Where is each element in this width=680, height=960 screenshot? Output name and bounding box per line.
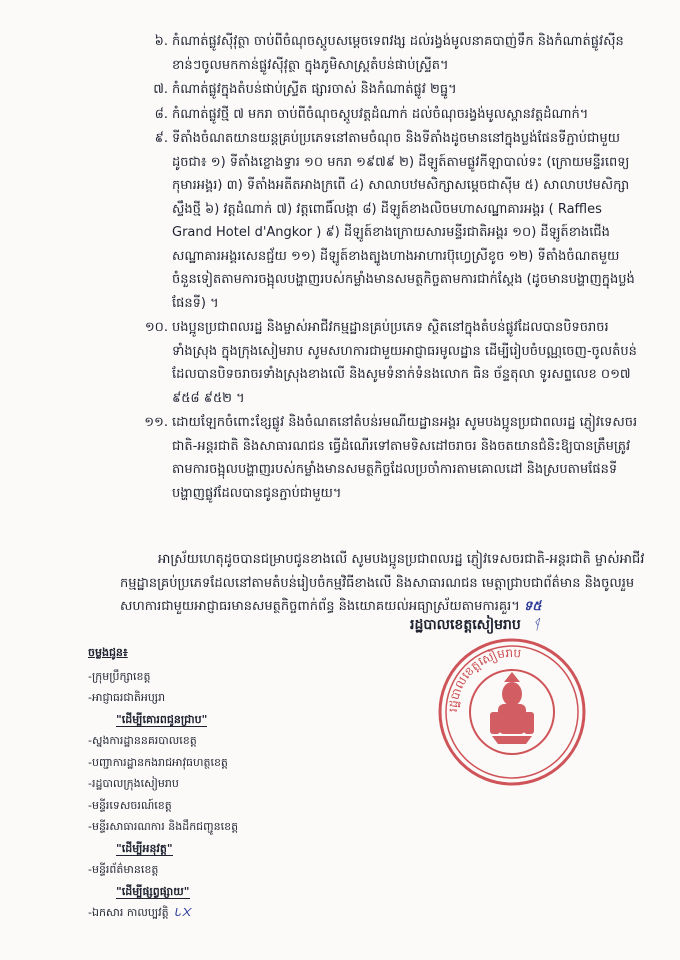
signature: ᛩ (531, 617, 541, 633)
numbered-item (120, 411, 640, 505)
numbered-items (120, 30, 640, 506)
cc-entry-text: -មន្ទីរសាធារណការ និងដឹកជញ្ជូនខេត្ត (88, 820, 239, 833)
item-number: ១០. (144, 320, 168, 335)
cc-recipient (88, 730, 238, 752)
cc-recipient (88, 752, 238, 774)
numbered-item (120, 103, 640, 127)
item-text: កំណាត់ផ្លូវថ្មី ៧ មករា ចាប់ពីចំណុចស្តូបវត្តដំណាក់ ដល់ចំណុចរង្វង់មូលស្ពានវត្តដំណាក់។ (172, 106, 589, 122)
item-text: កំណាត់ផ្លូវក្នុងតំបន់ផាប់ស្រ្ទីត ផ្សារចាស់ និងកំណាត់ផ្លូវ ២ធ្នូ។ (172, 82, 457, 97)
official-seal-stamp (432, 632, 592, 792)
cc-entry-text: -មន្ទីរព័ត៌មានខេត្ត (88, 863, 159, 876)
cc-entry-text: -ឯកសារ កាលប្បវត្តិ (88, 906, 169, 919)
numbered-item (120, 78, 640, 102)
cc-entry-text: -បញ្ជាការដ្ឋានកងរាជអាវុធហត្ថខេត្ត (88, 755, 228, 769)
cc-entries (88, 666, 238, 924)
cc-recipient (88, 773, 238, 795)
closing-handwritten-mark: ទ៥ (524, 599, 542, 614)
cc-entry-text: "ដើម្បីអនុវត្ត" (116, 841, 173, 855)
closing-paragraph (120, 548, 655, 619)
cc-recipient (88, 795, 238, 817)
cc-entry-text: -ស្នងការដ្ឋាននគរបាលខេត្ត (88, 734, 197, 747)
item-number: ១១. (144, 415, 168, 430)
closing-text: អាស្រ័យហេតុដូចបានជម្រាបជូនខាងលើ សូមបងប្អូនប្រជាពលរដ្ឋ ភ្ញៀវទេសចរជាតិ-អន្តរជាតិ ម្ចាស់អាជីវកម្មដ្ឋានគ្រប់ប្រភេទដែលនៅតាមតំបន់រៀបចំកម្មវិធីខាងលើ និងសាធារណជន មេត្តាជ្រាបជាព័ត៌មាន និងចូលរួមសហការជាមួយអាជ្ញាធរមានសមត្ថកិច្ចពាក់ព័ន្ធ និងយោគយល់អធ្យាស្រ័យតាមការគួរ។ (120, 552, 645, 614)
cc-entry-text: "ដើម្បីគោរពជូនជ្រាប" (116, 712, 208, 726)
carbon-copy-list (88, 642, 238, 924)
cc-entry-text: -រដ្ឋបាលក្រុងសៀមរាប (88, 777, 179, 790)
cc-entry-text: "ដើម្បីផ្សព្វផ្សាយ" (116, 884, 190, 898)
cc-purpose-note (88, 881, 238, 903)
item-number: ៩. (154, 131, 168, 146)
signatory-title: រដ្ឋបាលខេត្តសៀមរាប (410, 617, 521, 633)
item-number: ៦. (154, 34, 168, 49)
item-text: បងប្អូនប្រជាពលរដ្ឋ និងម្ចាស់អាជីវកម្មដ្ឋានគ្រប់ប្រភេទ ស្ថិតនៅក្នុងតំបន់ផ្លូវដែលបានបិទចរាចរទាំងស្រុង ក្នុងក្រុងសៀមរាប សូមសហការជាមួយអាជ្ញាធរមូលដ្ឋាន ដើម្បីរៀបចំបណ្ណចេញ-ចូលតំបន់ដែលបានបិទចរាចរទាំងស្រុងខាងលើ និងសូមទំនាក់ទំនងលោក ធិន ច័ន្ទតុលា ទូរសព្ទលេខ ០១៧ ៩៥៨ ៩៥២ ។ (172, 320, 637, 406)
seal-emblem (490, 672, 534, 744)
cc-recipient (88, 816, 238, 838)
item-text: កំណាត់ផ្លូវស៊ីវុត្ថា ចាប់ពីចំណុចស្តូបសម្តេចទេពវង្ស ដល់រង្វង់មូលនាគបាញ់ទឹក និងកំណាត់ផ្លូវស៊ីនខាន់ៗចូលមកកាន់ផ្លូវស៊ីវុត្ថា ក្នុងភូមិសាស្ត្រតំបន់ផាប់ស្រ្ទីត។ (172, 34, 624, 73)
numbered-item (120, 30, 640, 77)
cc-entry-text: -មន្ទីរទេសចរណ៍ខេត្ត (88, 798, 172, 812)
cc-recipient (88, 902, 238, 924)
cc-purpose-note (88, 709, 238, 731)
cc-entry-text: -ក្រុមប្រឹក្សាខេត្ត (88, 669, 151, 683)
cc-recipient (88, 666, 238, 688)
item-number: ៨. (154, 106, 168, 122)
cc-recipient (88, 687, 238, 709)
cc-recipient (88, 859, 238, 881)
cc-heading: ចម្លងជូន៖ (88, 646, 128, 659)
item-number: ៧. (153, 82, 168, 97)
cc-handwritten-mark: ᒐ᙭ (174, 906, 191, 919)
item-text: ដោយឡែកចំពោះខ្សែផ្លូវ និងចំណតនៅតំបន់រមណីយដ្ឋានអង្គរ សូមបងប្អូនប្រជាពលរដ្ឋ ភ្ញៀវទេសចរជាតិ-អន្តរជាតិ និងសាធារណជន ធ្វើដំណើរទៅតាមទិសដៅចរាចរ និងចតយានជំនិះឱ្យបានត្រឹមត្រូវ តាមការចង្អុលបង្ហាញរបស់កម្លាំងមានសមត្ថកិច្ចដែលប្រចាំការតាមគោលដៅ និងស្របតាមផែនទីបង្ហាញផ្លូវដែលបានជូនភ្ជាប់ជាមួយ។ (172, 415, 638, 501)
numbered-item (120, 316, 640, 410)
numbered-item (120, 127, 640, 315)
cc-entry-text: -អាជ្ញាធរជាតិអប្សរា (88, 691, 166, 704)
item-text: ទីតាំងចំណតយានយន្តគ្រប់ប្រភេទនៅតាមចំណុច និងទីតាំងដូចមាននៅក្នុងប្លង់ផែនទីភ្ជាប់ជាមួយដូចជា៖ ១) ទីតាំងខ្លោងទ្វារ ១០ មករា ១៩៧៩ ២) ដីឡូត៍តាមផ្លូវកីឡាបាល់ទះ (ក្រោយមន្ទីរពេទ្យកុមារអង្គរ) ៣) ទីតាំងអតីតអាងក្រពើ ៤) សាលាបឋមសិក្សាសម្តេចជាស៊ីម ៥) សាលាបឋមសិក្សាស្ទឹងថ្មី ៦) វត្តដំណាក់ ៧) វត្តពោធិ៍លង្កា ៨) ដីឡូត៍ខាងលិចមហាសណ្ឋាគារអង្គរ ( Raffles Grand Hotel d'Angkor ) ៩) ដីឡូត៍ខាងក្រោយសារមន្ទីរជាតិអង្គរ ១០) ដីឡូត៍ខាងជើងសណ្ឋាគារអង្គរសេនជ្ជ័យ ១១) ដីឡូត៍ខាងត្បូងហាងអាហារប៊ុហ្វេស្រីខូច ១២) ទីតាំងចំណតមួយចំនួនទៀតតាមការចង្អុលបង្ហាញរបស់កម្លាំងមានសមត្ថកិច្ចតាមការជាក់ស្តែង (ដូចមានបង្ហាញក្នុងប្លង់ផែនទី) ។ (172, 131, 635, 311)
cc-purpose-note (88, 838, 238, 860)
seal-ring-text: រដ្ឋបាលខេត្តសៀមរាប (445, 645, 522, 713)
